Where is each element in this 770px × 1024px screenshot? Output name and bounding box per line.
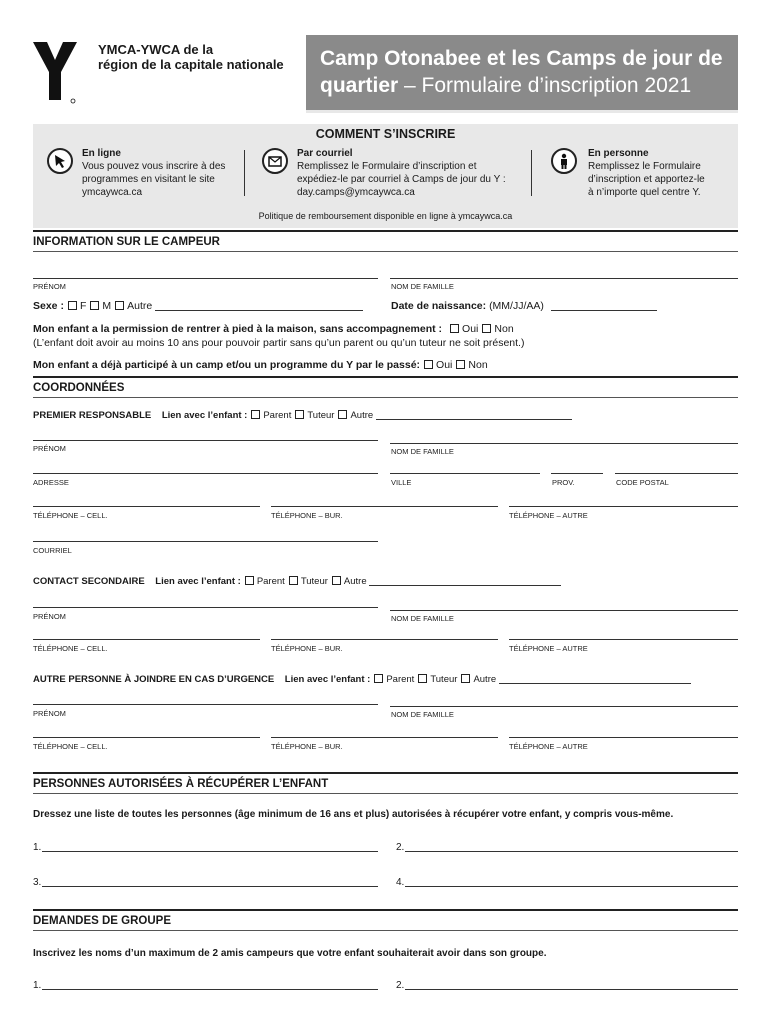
pickup-person-3-field[interactable] [42,886,378,887]
sex-other-field[interactable] [155,301,363,311]
sex-other-label: Autre [127,300,153,312]
primary-first-name-label: PRÉNOM [33,444,66,453]
group-friend-2-field[interactable] [405,989,738,990]
email-label: COURRIEL [33,546,72,555]
section-contact-heading: COORDONNÉES [33,376,738,398]
ymca-logo [33,42,77,104]
emergency-contact-row [33,673,738,687]
person-line-2: d’inscription et apportez-le [588,174,705,185]
emergency-last-name-field[interactable] [390,706,738,707]
primary-last-name-label: NOM DE FAMILLE [391,447,454,456]
online-column [82,147,242,199]
form-title [320,45,730,99]
secondary-cell-label: TÉLÉPHONE – CELL. [33,644,108,653]
dob-format: (MM/JJ/AA) [489,300,544,312]
sex-f-checkbox[interactable] [68,301,77,310]
pickup-number-3: 3. [33,877,42,888]
emergency-cell-field[interactable] [33,737,260,738]
city-field[interactable] [390,473,540,474]
email-field[interactable] [33,541,378,542]
primary-other-field[interactable] [376,410,572,420]
past-yes-label: Oui [436,359,453,371]
primary-guardian-row [33,409,738,423]
primary-first-name-field[interactable] [33,440,378,441]
in-person-column [588,147,733,199]
pickup-number-2: 2. [396,842,405,853]
org-line-1: YMCA-YWCA de la [98,42,214,57]
walk-home-note: (L’enfant doit avoir au moins 10 ans pour pouvoir partir sans qu’un parent ou qu’un tuteur ne soit présent.) [33,337,525,349]
pickup-person-1-field[interactable] [42,851,378,852]
walk-home-no-label: Non [494,323,514,335]
org-line-2: région de la capitale nationale [98,57,284,72]
section-pickup-heading: PERSONNES AUTORISÉES À RÉCUPÉRER L’ENFANT [33,772,738,794]
divider [244,150,245,196]
primary-work-field[interactable] [271,506,498,507]
secondary-last-name-field[interactable] [390,610,738,611]
sex-other-checkbox[interactable] [115,301,124,310]
address-field[interactable] [33,473,378,474]
primary-work-label: TÉLÉPHONE – BUR. [271,511,343,520]
sex-m-label: M [102,300,112,312]
past-no-label: Non [468,359,488,371]
person-head: En personne [588,148,649,159]
sex-label: Sexe : [33,300,64,312]
emergency-last-name-label: NOM DE FAMILLE [391,710,454,719]
sex-f-label: F [79,300,87,312]
secondary-tutor-label: Tuteur [300,576,328,587]
pickup-person-4-field[interactable] [405,886,738,887]
secondary-other-field[interactable] [369,576,561,586]
emergency-first-name-field[interactable] [33,704,378,705]
past-participation-row [33,358,738,372]
pickup-number-1: 1. [33,842,42,853]
cursor-icon [47,148,73,174]
org-name [98,42,298,72]
group-number-1: 1. [33,980,42,991]
pickup-number-4: 4. [396,877,405,888]
primary-cell-label: TÉLÉPHONE – CELL. [33,511,108,520]
primary-tutor-label: Tuteur [307,410,335,421]
secondary-work-label: TÉLÉPHONE – BUR. [271,644,343,653]
refund-policy: Politique de remboursement disponible en ligne à ymcaywca.ca [258,211,513,221]
emergency-contact-label: AUTRE PERSONNE À JOINDRE EN CAS D’URGENCE [33,674,275,685]
secondary-other-label: Autre [343,576,367,587]
primary-other-phone-label: TÉLÉPHONE – AUTRE [509,511,588,520]
primary-parent-checkbox[interactable] [251,410,260,419]
city-label: VILLE [391,478,412,487]
walk-home-question: Mon enfant a la permission de rentrer à pied à la maison, sans accompagnement : [33,323,443,335]
email-address-link[interactable]: day.camps@ymcaywca.ca [297,187,415,198]
dob-label: Date de naissance: [391,300,487,312]
group-instructions: Inscrivez les noms d’un maximum de 2 amis campeurs que votre enfant souhaiterait avoir dans son groupe. [33,948,547,959]
past-yes-checkbox[interactable] [424,360,433,369]
secondary-contact-label: CONTACT SECONDAIRE [33,576,145,587]
secondary-other-phone-label: TÉLÉPHONE – AUTRE [509,644,588,653]
secondary-other-phone-field[interactable] [509,639,738,640]
primary-tutor-checkbox[interactable] [295,410,304,419]
secondary-relation-label: Lien avec l’enfant : [155,576,241,587]
form-title-bold: Camp Otonabee et les Camps de jour de quartier [320,47,723,97]
how-heading: COMMENT S’INSCRIRE [315,127,456,141]
primary-other-label: Autre [350,410,374,421]
postal-code-field[interactable] [615,473,738,474]
emergency-tutor-checkbox[interactable] [418,674,427,683]
secondary-parent-label: Parent [256,576,285,587]
secondary-parent-checkbox[interactable] [245,576,254,585]
primary-guardian-label: PREMIER RESPONSABLE [33,410,152,421]
emergency-other-field[interactable] [499,674,691,684]
secondary-contact-row [33,575,738,589]
camper-last-name-field[interactable] [390,278,738,279]
primary-other-phone-field[interactable] [509,506,738,507]
walk-home-yes-checkbox[interactable] [450,324,459,333]
person-line-1: Remplissez le Formulaire [588,161,701,172]
online-link[interactable]: ymcaywca.ca [82,187,143,198]
person-icon [551,148,577,174]
email-line-1: Remplissez le Formulaire d’inscription et [297,161,477,172]
camper-first-name-label: PRÉNOM [33,282,66,291]
primary-last-name-field[interactable] [390,443,738,444]
postal-code-label: CODE POSTAL [616,478,669,487]
section-camper-heading: INFORMATION SUR LE CAMPEUR [33,230,738,252]
walk-home-row [33,322,738,336]
email-line-2: expédiez-le par courriel à Camps de jour du Y : [297,174,506,185]
past-no-checkbox[interactable] [456,360,465,369]
dob-field[interactable] [551,301,657,311]
camper-last-name-label: NOM DE FAMILLE [391,282,454,291]
online-head: En ligne [82,148,121,159]
pickup-person-2-field[interactable] [405,851,738,852]
secondary-first-name-label: PRÉNOM [33,612,66,621]
emergency-other-checkbox[interactable] [461,674,470,683]
emergency-work-field[interactable] [271,737,498,738]
divider [531,150,532,196]
emergency-work-label: TÉLÉPHONE – BUR. [271,742,343,751]
secondary-work-field[interactable] [271,639,498,640]
form-title-light: – Formulaire d’inscription 2021 [398,74,692,97]
group-number-2: 2. [396,980,405,991]
sex-row [33,299,383,313]
secondary-cell-field[interactable] [33,639,260,640]
sex-m-checkbox[interactable] [90,301,99,310]
online-line-2: programmes en visitant le site [82,174,215,185]
emergency-other-label: Autre [473,674,497,685]
person-line-3: à n’importe quel centre Y. [588,187,701,198]
group-friend-1-field[interactable] [42,989,378,990]
primary-cell-field[interactable] [33,506,260,507]
email-column [297,147,537,199]
province-label: PROV. [552,478,575,487]
pickup-instructions: Dressez une liste de toutes les personnes (âge minimum de 16 ans et plus) autorisées à récupérer votre enfant, y compris vous-même. [33,809,674,820]
walk-home-yes-label: Oui [462,323,479,335]
form-title-box [306,35,738,113]
emergency-parent-checkbox[interactable] [374,674,383,683]
emergency-other-phone-field[interactable] [509,737,738,738]
emergency-relation-label: Lien avec l’enfant : [284,674,371,685]
past-participation-question: Mon enfant a déjà participé à un camp et/ou un programme du Y par le passé: [33,359,421,371]
email-head: Par courriel [297,148,353,159]
address-label: ADRESSE [33,478,69,487]
emergency-tutor-label: Tuteur [430,674,458,685]
primary-other-checkbox[interactable] [338,410,347,419]
emergency-other-phone-label: TÉLÉPHONE – AUTRE [509,742,588,751]
secondary-other-checkbox[interactable] [332,576,341,585]
camper-first-name-field[interactable] [33,278,378,279]
section-group-heading: DEMANDES DE GROUPE [33,909,738,931]
dob-row [391,299,738,313]
primary-relation-label: Lien avec l’enfant : [161,410,248,421]
secondary-tutor-checkbox[interactable] [289,576,298,585]
envelope-icon [262,148,288,174]
emergency-parent-label: Parent [386,674,415,685]
secondary-first-name-field[interactable] [33,607,378,608]
primary-parent-label: Parent [263,410,292,421]
emergency-cell-label: TÉLÉPHONE – CELL. [33,742,108,751]
emergency-first-name-label: PRÉNOM [33,709,66,718]
online-line-1: Vous pouvez vous inscrire à des [82,161,226,172]
secondary-last-name-label: NOM DE FAMILLE [391,614,454,623]
walk-home-no-checkbox[interactable] [482,324,491,333]
province-field[interactable] [551,473,603,474]
